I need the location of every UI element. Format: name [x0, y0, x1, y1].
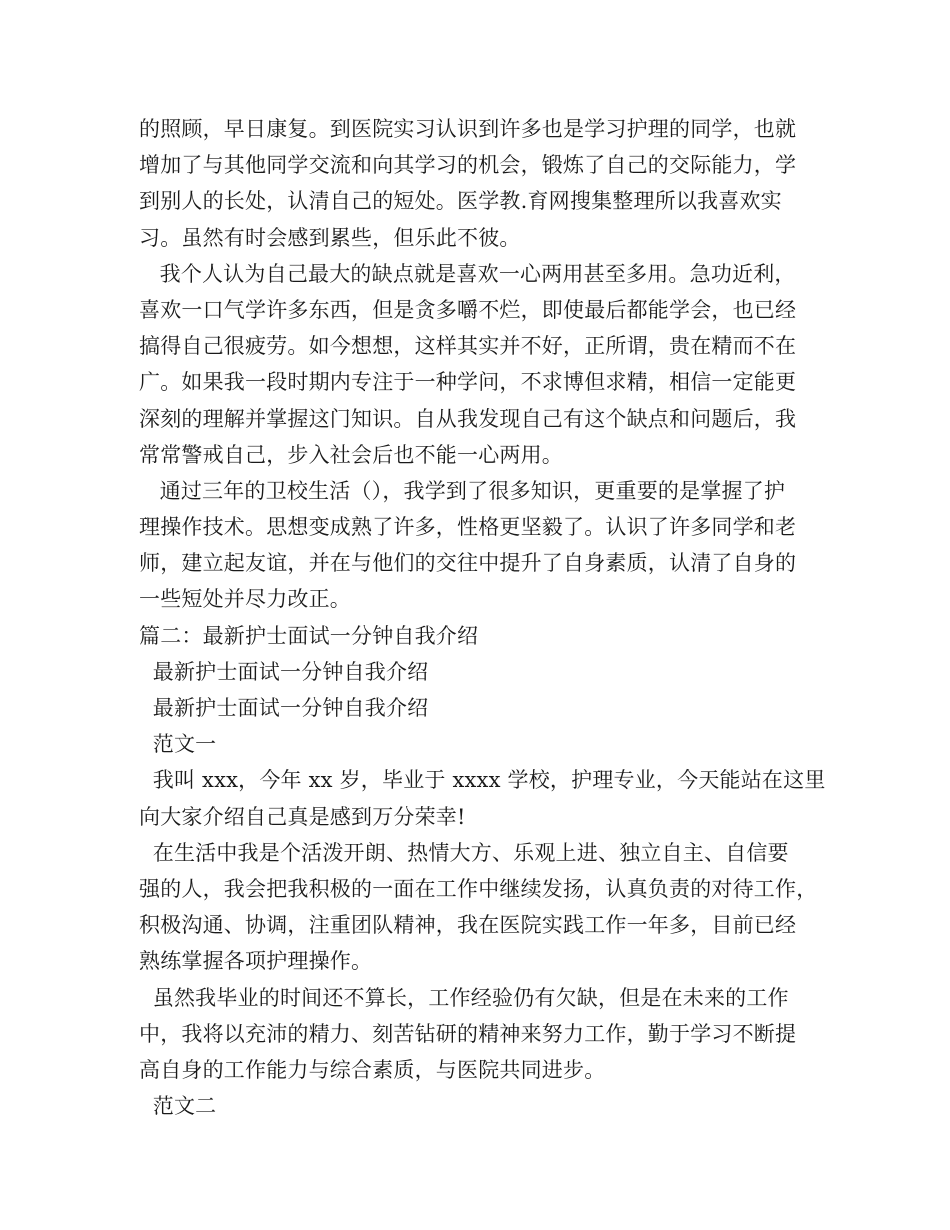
text-line: 熟练掌握各项护理操作。	[139, 949, 373, 974]
text-line: 强的人，我会把我积极的一面在工作中继续发扬，认真负责的对待工作，	[139, 876, 818, 901]
text-line: 中，我将以充沛的精力、刻苦钻研的精神来努力工作，勤于学习不断提	[139, 1021, 797, 1046]
article-title: 最新护士面试一分钟自我介绍	[139, 659, 429, 684]
text-line: 积极沟通、协调，注重团队精神，我在医院实践工作一年多，目前已经	[139, 913, 797, 938]
text-line: 广。如果我一段时期内专注于一种学问，不求博但求精，相信一定能更	[139, 370, 797, 395]
text-line: 深刻的理解并掌握这门知识。自从我发现自己有这个缺点和问题后，我	[139, 406, 797, 431]
text-line: 理操作技术。思想变成熟了许多，性格更坚毅了。认识了许多同学和老	[139, 515, 797, 540]
text-line: 通过三年的卫校生活（），我学到了很多知识，更重要的是掌握了护	[139, 478, 786, 503]
text-line: 喜欢一口气学许多东西，但是贪多嚼不烂，即使最后都能学会，也已经	[139, 297, 797, 322]
section-heading: 篇二：最新护士面试一分钟自我介绍	[139, 623, 479, 648]
text-line: 常常警戒自己，步入社会后也不能一心两用。	[139, 442, 563, 467]
text-line: 虽然我毕业的时间还不算长，工作经验仍有欠缺，但是在未来的工作	[139, 985, 789, 1010]
text-line: 我个人认为自己最大的缺点就是喜欢一心两用甚至多用。急功近利，	[139, 261, 796, 286]
text-line: 到别人的长处，认清自己的短处。医学教.育网搜集整理所以我喜欢实	[139, 189, 782, 214]
text-line: 我叫 xxx，今年 xx 岁，毕业于 xxxx 学校，护理专业，今天能站在这里	[139, 768, 826, 793]
sample-heading: 范文一	[139, 732, 217, 757]
text-line: 师，建立起友谊，并在与他们的交往中提升了自身素质，认清了自身的	[139, 551, 797, 576]
sample-heading: 范文二	[139, 1094, 217, 1119]
text-line: 一些短处并尽力改正。	[139, 587, 351, 612]
text-line: 高自身的工作能力与综合素质，与医院共同进步。	[139, 1057, 606, 1082]
text-line: 的照顾，早日康复。到医院实习认识到许多也是学习护理的同学，也就	[139, 117, 797, 141]
text-line: 搞得自己很疲劳。如今想想，这样其实并不好，正所谓，贵在精而不在	[139, 334, 797, 359]
text-line: 习。虽然有时会感到累些，但乐此不彼。	[139, 225, 521, 250]
text-line: 在生活中我是个活泼开朗、热情大方、乐观上进、独立自主、自信要	[139, 840, 789, 865]
article-title: 最新护士面试一分钟自我介绍	[139, 696, 429, 720]
text-line: 向大家介绍自己真是感到万分荣幸!	[139, 804, 466, 829]
text-line: 增加了与其他同学交流和向其学习的机会，锻炼了自己的交际能力，学	[139, 153, 797, 178]
document-body	[139, 111, 829, 1124]
